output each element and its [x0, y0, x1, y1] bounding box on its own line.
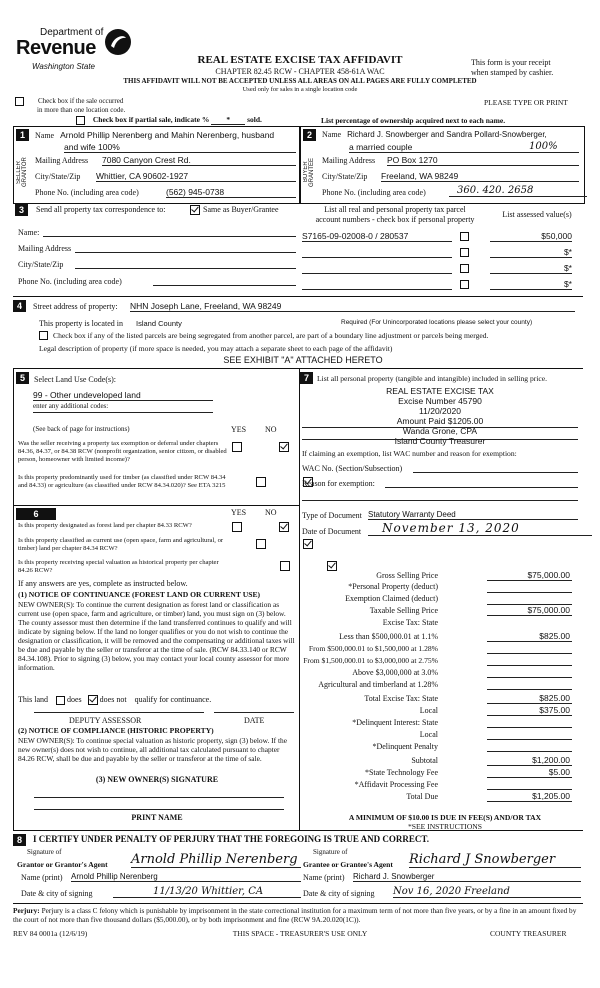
section-number: 8: [13, 834, 26, 846]
section-3-correspondence: [13, 204, 298, 289]
state-label: Excise Tax: State: [382, 618, 438, 627]
personal-deduct-label: *Personal Property (deduct): [348, 582, 438, 591]
buyer-name-2[interactable]: a married couple: [349, 142, 579, 153]
gross-amount[interactable]: $75,000.00: [527, 570, 570, 580]
stamp-line: 11/20/2020: [419, 406, 461, 416]
buyer-name-label: Name: [322, 130, 342, 139]
form-title: REAL ESTATE EXCISE TAX AFFIDAVIT: [197, 54, 403, 66]
reason-field[interactable]: [385, 487, 578, 488]
treasurer-stamp: [340, 386, 540, 446]
q-historic: Is this property receiving special valuation as historical property per chapter 84.26 RCW?: [18, 559, 219, 574]
assessed-value[interactable]: $*: [490, 263, 572, 274]
grantor-sig-label: Signature of: [27, 848, 62, 856]
see-instructions: *SEE INSTRUCTIONS: [407, 822, 483, 831]
corr-phone-field[interactable]: [153, 285, 296, 286]
partial-sale-value[interactable]: *: [211, 115, 245, 125]
assessed-value[interactable]: $*: [490, 279, 572, 290]
see-back-note: (See back of page for instructions): [33, 425, 130, 433]
tech-fee-label: *State Technology Fee: [364, 768, 438, 777]
parcel-number[interactable]: [302, 263, 452, 274]
buyer-phone[interactable]: 360. 420. 2658: [449, 185, 587, 197]
affidavit-fee-field[interactable]: [487, 789, 572, 790]
wac-claim-label: If claiming an exemption, list WAC number and reason for exemption:: [302, 449, 517, 458]
this-land-label: This land: [18, 695, 48, 704]
subtotal-label: Subtotal: [411, 756, 438, 765]
multi-location-checkbox[interactable]: [15, 97, 24, 106]
doc-type[interactable]: Statutory Warranty Deed: [368, 510, 578, 520]
reason-field-3[interactable]: [302, 500, 578, 501]
form-number: REV 84 0001a (12/6/19): [13, 929, 88, 938]
dept-line1: Department of: [40, 27, 104, 38]
seller-name-label: Name: [35, 131, 55, 140]
parcel-number[interactable]: [302, 279, 452, 290]
assessed-value[interactable]: $50,000: [490, 231, 572, 242]
bracket4-label: Above $3,000,000 at 3.0%: [352, 668, 438, 677]
perjury-notice: [13, 906, 583, 924]
grantee-sig-label: Signature of: [313, 848, 348, 856]
perjury-label: Perjury:: [13, 906, 40, 915]
segregated-label: Check box if any of the listed parcels are being segregated from another parcel, are part of a boundary line adjustment or parcels being merged.: [53, 331, 489, 340]
certify-statement: I CERTIFY UNDER PENALTY OF PERJURY THAT THE FOREGOING IS TRUE AND CORRECT.: [33, 834, 430, 844]
corr-city-label: City/State/Zip: [18, 260, 64, 269]
legal-label: Legal description of property (if more space is needed, you may attach a separate sheet to each page of the affidavit): [39, 344, 393, 353]
grantor-date-label: Date & city of signing: [21, 889, 93, 898]
buyer-address-label: Mailing Address: [322, 156, 376, 165]
q-exemption-yes[interactable]: [232, 442, 242, 452]
dor-logo: [14, 22, 134, 78]
corr-name-label: Name:: [18, 228, 40, 237]
section-number: 6: [16, 508, 56, 520]
grantee-print-label: Name (print): [303, 873, 345, 882]
grantor-print-name[interactable]: Arnold Phillip Nerenberg: [71, 872, 301, 882]
partial-sale-row: [76, 115, 262, 125]
multi-location-row: [15, 96, 315, 106]
grantee-date-city[interactable]: Nov 16, 2020 Freeland: [393, 886, 581, 898]
deputy-signature-line[interactable]: [34, 712, 204, 713]
located-label: This property is located in: [39, 319, 123, 328]
q-timber-yes[interactable]: [256, 477, 266, 487]
section-number: 1: [16, 129, 29, 141]
corr-address-label: Mailing Address: [18, 244, 72, 253]
buyer-address[interactable]: PO Box 1270: [387, 155, 579, 166]
seller-city[interactable]: Whittier, CA 90602-1927: [96, 171, 296, 182]
seller-phone[interactable]: (562) 945-0738: [166, 187, 296, 198]
parcel-list: [300, 204, 583, 289]
grantee-date-label: Date & city of signing: [303, 889, 375, 898]
seller-name[interactable]: Arnold Phillip Nerenberg and Mahin Nerenberg, husband: [60, 130, 275, 140]
legal-description[interactable]: SEE EXHIBIT "A" ATTACHED HERETO: [223, 355, 383, 365]
section-2-buyer: [300, 126, 585, 204]
grantee-print-name[interactable]: Richard J. Snowberger: [353, 872, 581, 882]
qualify-label: qualify for continuance.: [134, 695, 212, 704]
grantor-label: Grantor or Grantor's Agent: [17, 860, 108, 869]
print-name-line[interactable]: [34, 809, 284, 810]
same-as-buyer-label: Same as Buyer/Grantee: [203, 205, 279, 214]
does-not-label: does not: [99, 695, 127, 704]
q-current-use-yes[interactable]: [256, 539, 266, 549]
notice1-title: (1) NOTICE OF CONTINUANCE (FOREST LAND OR CURRENT USE): [18, 590, 261, 599]
personal-property-checkbox[interactable]: [460, 232, 469, 241]
delinq-local-field[interactable]: [487, 739, 572, 740]
q-forest: Is this property designated as forest land per chapter 84.33 RCW?: [18, 522, 192, 529]
personal-deduct-field[interactable]: [487, 592, 572, 593]
land-use-code[interactable]: 99 - Other undeveloped land: [33, 390, 213, 401]
correspondence-label: Send all property tax correspondence to:: [36, 205, 166, 214]
q-exemption: Was the seller receiving a property tax exemption or deferral under chapters 84.36, 84.37, or 84.38 RCW (nonprofit organization, senior citizen, or disabled person, homeowner with limited income)?: [18, 440, 227, 463]
dept-line2: Revenue: [16, 37, 96, 59]
reason-label: Reason for exemption:: [302, 479, 375, 488]
delinq-pen-field[interactable]: [487, 751, 572, 752]
notice2-title: (2) NOTICE OF COMPLIANCE (HISTORIC PROPERTY): [18, 726, 214, 735]
seller-side-label: SELLER GRANTOR: [16, 157, 28, 187]
same-as-buyer-checkbox[interactable]: [190, 205, 200, 215]
delinq-local-label: Local: [419, 730, 438, 739]
taxable-label: Taxable Selling Price: [369, 606, 438, 615]
q-historic-yes[interactable]: [280, 561, 290, 571]
corr-city-field[interactable]: [75, 268, 296, 269]
buyer-side-label: BUYER GRANTEE: [303, 157, 315, 187]
buyer-name[interactable]: Richard J. Snowberger and Sandra Pollard-Snowberger,: [347, 130, 547, 139]
receipt-note-1: This form is your receipt: [471, 58, 551, 67]
seller-address-label: Mailing Address: [35, 156, 89, 165]
personal-property-line[interactable]: [302, 427, 578, 428]
delinq-pen-label: *Delinquent Penalty: [372, 742, 438, 751]
located-county[interactable]: Island County: [136, 319, 182, 328]
bracket3-field[interactable]: [487, 665, 572, 666]
stamp-line: Wanda Grone, CPA: [402, 426, 478, 436]
delinq-int-label: *Delinquent Interest: State: [352, 718, 438, 727]
total-state-label: Total Excise Tax: State: [364, 694, 438, 703]
deputy-date-label: DATE: [244, 716, 265, 725]
personal-property-line[interactable]: [302, 439, 578, 440]
this-land-row: [18, 695, 296, 705]
seller-city-label: City/State/Zip: [35, 172, 81, 181]
bracket4-field[interactable]: [487, 677, 572, 678]
parcel-number[interactable]: [302, 247, 452, 258]
agri-field[interactable]: [487, 689, 572, 690]
if-yes-note: If any answers are yes, complete as instructed below.: [18, 579, 188, 588]
notice2-body: NEW OWNER(S): To continue special valuation as historic property, sign (3) below. If the new owner(s) does not wish to continue, all additional tax calculated pursuant to chapter 84.26 RCW, shall be due and payable by the seller or transferor at the time of sale.: [18, 736, 287, 763]
personal-property-label: List all personal property (tangible and intangible) included in selling price.: [317, 374, 548, 383]
grantee-signature[interactable]: Richard J Snowberger: [409, 852, 581, 868]
section-number: 7: [300, 372, 313, 384]
does-label: does: [67, 695, 82, 704]
land-use-label: Select Land Use Code(s):: [34, 375, 116, 384]
perjury-text: Perjury is a class C felony which is punishable by imprisonment in the state correctional institution for a maximum term of not more than five years, or by a fine in an amount fixed by the court of not more than five thousand dollars ($5,000.00), or by both imprisonment and fine (RCW 9A.20.020(1C)).: [13, 906, 577, 924]
doc-date[interactable]: November 13, 2020: [368, 521, 592, 536]
q-forest-yes[interactable]: [232, 522, 242, 532]
wac-field[interactable]: [413, 472, 578, 473]
doc-date-label: Date of Document: [302, 527, 362, 536]
q-timber: Is this property predominantly used for timber (as classified under RCW 84.34 and 84.33) or agriculture (as classified under RCW 84.34.020)? See ETA 3215: [18, 474, 226, 489]
notice1-body: NEW OWNER(S): To continue the current designation as forest land or classification as current use (open space, farm and agriculture, or timber) land, you must sign on (3) below. The county assessor must then determine if the land transferred continues to qualify and will indicate by signing below. If the land no longer qualifies or you do not wish to continue the designation or classification, it will be removed and the compensating or additional taxes will be due and payable by the seller or transferor at the time of sale. (RCW 84.33.140 or RCW 84.34.108). Prior to signing (3) below, you may contact your local county assessor for more information.: [18, 600, 295, 672]
taxable-amount[interactable]: $75,000.00: [527, 605, 570, 615]
delinq-int-field[interactable]: [487, 727, 572, 728]
personal-property-checkbox[interactable]: [460, 248, 469, 257]
section-5-land-use: [13, 368, 300, 506]
exemption-label: Exemption Claimed (deduct): [345, 594, 438, 603]
dor-swoosh-icon: [104, 28, 132, 56]
doc-type-label: Type of Document: [302, 511, 362, 520]
stamp-line: Excise Number 45790: [398, 396, 482, 406]
seller-address[interactable]: 7080 Canyon Crest Rd.: [102, 155, 296, 166]
section-number: 4: [13, 300, 26, 312]
no-header: NO: [265, 425, 277, 434]
county-treasurer: COUNTY TREASURER: [490, 929, 567, 938]
bracket2-field[interactable]: [487, 653, 572, 654]
agri-label: Agricultural and timberland at 1.28%: [318, 680, 438, 689]
new-owner-signature-label: (3) NEW OWNER(S) SIGNATURE: [95, 775, 219, 784]
partial-sale-suffix: sold.: [247, 115, 262, 124]
print-note: PLEASE TYPE OR PRINT: [484, 98, 568, 107]
partial-sale-checkbox[interactable]: [76, 116, 85, 125]
total-due-label: Total Due: [406, 792, 438, 801]
multi-location-label: Check box if the sale occurred: [38, 97, 124, 105]
form-chapters: CHAPTER 82.45 RCW - CHAPTER 458-61A WAC: [215, 67, 385, 76]
q-exemption-no[interactable]: [279, 442, 289, 452]
receipt-note-2: when stamped by cashier.: [471, 68, 554, 77]
section-number: 5: [16, 372, 29, 384]
local-amount[interactable]: $375.00: [539, 705, 570, 715]
additional-codes-label: enter any additional codes:: [33, 402, 109, 410]
local-label: Local: [419, 706, 438, 715]
segregated-checkbox[interactable]: [39, 331, 48, 340]
grantor-print-label: Name (print): [21, 873, 63, 882]
subtotal-amount[interactable]: $1,200.00: [532, 755, 570, 765]
assessed-value[interactable]: $*: [490, 247, 572, 258]
section-6-designations: [13, 504, 300, 831]
q-current-use: Is this property classified as current use (open space, farm and agricultural, or timber) land per chapter 84.34 RCW?: [18, 537, 224, 552]
section-number: 2: [303, 129, 316, 141]
grantor-signature[interactable]: Arnold Phillip Nerenberg: [131, 852, 301, 868]
required-note: Required (For Unincorporated locations please select your county): [341, 319, 533, 326]
bracket2-label: From $500,000.01 to $1,500,000 at 1.28%: [308, 644, 438, 653]
section-8-certify: [13, 830, 583, 904]
seller-phone-label: Phone No. (including area code): [35, 188, 139, 197]
parcel-header-2: account numbers - check box if personal property: [315, 215, 475, 224]
gross-label: Gross Selling Price: [376, 571, 438, 580]
bracket1-amount[interactable]: $825.00: [539, 631, 570, 641]
section-number: 3: [15, 204, 28, 216]
no-header: NO: [265, 508, 277, 517]
bracket3-label: From $1,500,000.01 to $3,000,000 at 2.75%: [303, 656, 438, 665]
does-not-checkbox[interactable]: [88, 695, 98, 705]
seller-name-2[interactable]: and wife 100%: [64, 142, 296, 153]
dept-line3: Washington State: [32, 62, 96, 71]
parcel-number[interactable]: S7165-09-02008-0 / 280537: [302, 231, 452, 242]
corr-address-field[interactable]: [75, 252, 296, 253]
ownership-note: List percentage of ownership acquired next to each name.: [321, 116, 506, 125]
affidavit-fee-label: *Affidavit Processing Fee: [354, 780, 438, 789]
street-label: Street address of property:: [33, 302, 118, 311]
q-forest-no[interactable]: [279, 522, 289, 532]
grantor-date-city[interactable]: 11/13/20 Whittier, CA: [113, 886, 301, 898]
bracket1-label: Less than $500,000.01 at 1.1%: [339, 632, 438, 641]
assessed-header: List assessed value(s): [502, 210, 572, 219]
street-address[interactable]: NHN Joseph Lane, Freeland, WA 98249: [130, 301, 575, 312]
treasurer-space: THIS SPACE - TREASURER'S USE ONLY: [232, 929, 368, 938]
single-location-note: Used only for sales in a single location code: [242, 86, 358, 93]
partial-sale-label: Check box if partial sale, indicate %: [92, 115, 210, 124]
yes-header: YES: [231, 508, 247, 517]
corr-phone-label: Phone No. (including area code): [18, 277, 122, 286]
wac-label: WAC No. (Section/Subsection): [302, 464, 403, 473]
stamp-line: Amount Paid $1205.00: [396, 416, 484, 426]
yes-header: YES: [231, 425, 247, 434]
multi-location-label-2: in more than one location code.: [37, 106, 126, 114]
buyer-city[interactable]: Freeland, WA 98249: [381, 171, 579, 182]
buyer-phone-label: Phone No. (including area code): [322, 188, 426, 197]
stamp-line: REAL ESTATE EXCISE TAX: [386, 386, 494, 396]
form-warning: THIS AFFIDAVIT WILL NOT BE ACCEPTED UNLESS ALL AREAS ON ALL PAGES ARE FULLY COMPLETED: [123, 77, 477, 85]
section-1-seller: [13, 126, 300, 204]
minimum-due-note: A MINIMUM OF $10.00 IS DUE IN FEE(S) AND/OR TAX: [348, 813, 542, 822]
print-name-label: PRINT NAME: [131, 813, 183, 822]
corr-name-field[interactable]: [43, 236, 296, 237]
total-state-amount[interactable]: $825.00: [539, 693, 570, 703]
section-4-property: [13, 296, 583, 369]
deputy-label: DEPUTY ASSESSOR: [69, 716, 142, 725]
buyer-city-label: City/State/Zip: [322, 172, 368, 181]
buyer-percent[interactable]: 100%: [529, 141, 558, 152]
total-due-amount[interactable]: $1,205.00: [532, 791, 570, 801]
personal-property-checkbox[interactable]: [460, 264, 469, 273]
stamp-line: Island County Treasurer: [394, 436, 486, 446]
additional-codes-field[interactable]: [33, 412, 213, 413]
personal-property-checkbox[interactable]: [460, 280, 469, 289]
new-owner-signature-line[interactable]: [34, 797, 284, 798]
tech-fee-amount[interactable]: $5.00: [548, 767, 570, 777]
parcel-header-1: List all real and personal property tax parcel: [324, 205, 466, 214]
does-checkbox[interactable]: [56, 696, 65, 705]
grantee-label: Grantee or Grantee's Agent: [303, 860, 393, 869]
